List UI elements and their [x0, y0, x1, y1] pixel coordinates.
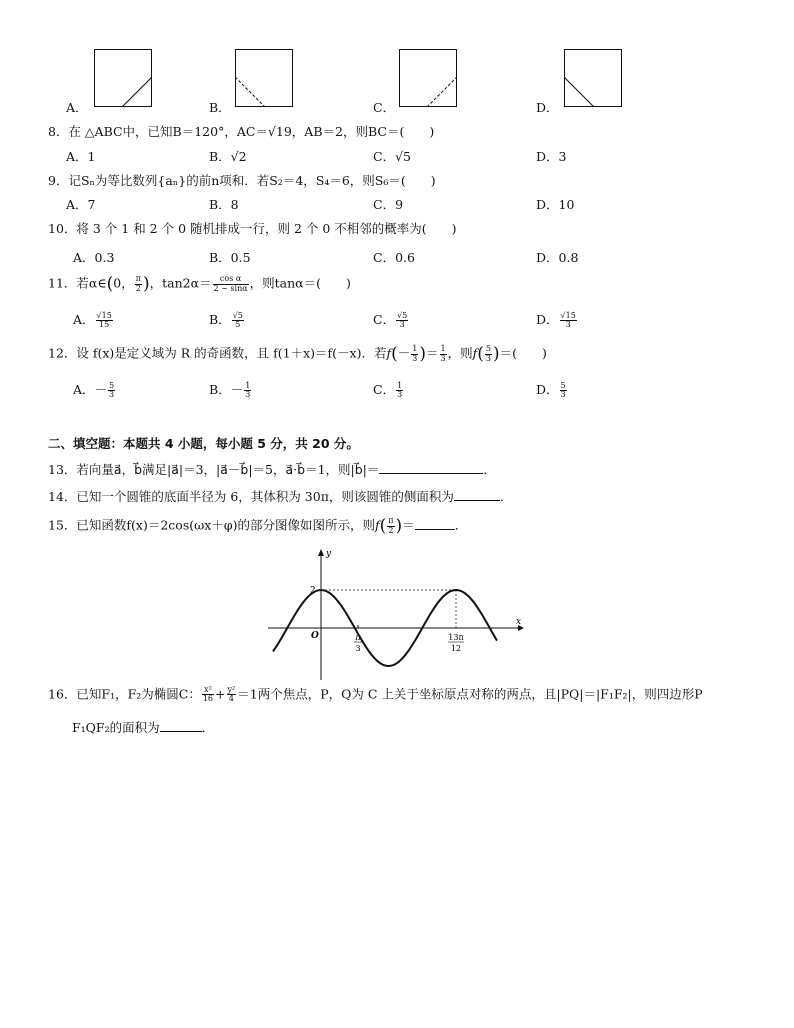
q11-option-d: D． $\frac{√15}{3}$ [536, 310, 576, 329]
q9-option-d: D．10 [536, 197, 575, 212]
q16-answer-blank[interactable] [160, 720, 202, 732]
q13-stem: 13．若向量a⃗，b⃗满足|a⃗|＝3，|a⃗－b⃗|＝5，a⃗·b⃗＝1，则|b⃗|＝ ． [48, 462, 496, 477]
option-d-label: D． [536, 100, 559, 115]
q11-interval: 0， [113, 275, 134, 291]
cosine-graph [268, 546, 526, 680]
q10-option-a: A．0.3 [73, 250, 115, 265]
q12-suffix: ＝( ) [499, 345, 547, 361]
q9-option-b: B．8 [209, 197, 239, 212]
q11-suffix: ，则tanα＝( ) [249, 275, 351, 291]
q12-prefix: 12．设 f(x)是定义域为 R 的奇函数，且 f(1＋x)＝f(－x)．若 [48, 345, 387, 361]
q9-option-c: C．9 [373, 197, 404, 212]
q11-mid: ，tan2α＝ [149, 275, 212, 291]
q10-stem: 10．将 3 个 1 和 2 个 0 随机排成一行，则 2 个 0 不相邻的概率为( ) [48, 221, 457, 236]
y-axis-label: y [326, 549, 332, 559]
tick1-num: π [355, 633, 361, 642]
option-d-figure [564, 49, 622, 107]
q11-prefix: 11．若α∈ [48, 275, 107, 291]
origin-label: O [311, 631, 319, 641]
q11-option-c: C． $\frac{√5}{3}$ [373, 310, 408, 329]
q8-option-c: C．√5 [373, 149, 411, 164]
option-b-figure [235, 49, 293, 107]
q11-option-b: B． $\frac{√5}{5}$ [209, 310, 243, 329]
q12-option-c: C． $\frac{1}{3}$ [373, 380, 403, 399]
tick2-den: 12 [450, 644, 462, 653]
q11-pi-over-2: $\frac{\pi}{2}$ [135, 274, 141, 293]
q10-option-c: C．0.6 [373, 250, 415, 265]
q14-stem: 14．已知一个圆锥的底面半径为 6，其体积为 30π，则该圆锥的侧面积为 ． [48, 489, 513, 504]
q9-option-a: A．7 [66, 197, 96, 212]
tick1-den: 3 [355, 644, 361, 653]
q8-option-a: A．1 [66, 149, 96, 164]
option-c-label: C． [373, 100, 396, 115]
q11-option-a: A． $\frac{√15}{15}$ [73, 310, 112, 329]
q12-stem: 12．设 f(x)是定义域为 R 的奇函数，且 f(1＋x)＝f(－x)．若f(－ $\frac{1}{3}$ )＝ $\frac{1}{3}$ ，则f( $\frac{5}{3}$ )＝( ) [48, 344, 547, 364]
q8-option-b: B．√2 [209, 149, 247, 164]
q15-stem: 15．已知函数f(x)＝2cos(ωx＋φ)的部分图像如图所示，则f( $\frac{\pi}{2}$ )＝ ． [48, 516, 468, 536]
section-heading: 二、填空题：本题共 4 小题，每小题 5 分，共 20 分。 [48, 436, 359, 451]
tick2-num: 13π [448, 633, 464, 642]
q16-line1: 16．已知F₁，F₂为椭圆C： $\frac{\text{x²}}{16}$ + $\frac{\text{y²}}{4}$ ＝1两个焦点，P，Q为 C 上关于坐标原点对称的两点，且|PQ|＝|F₁F₂|，则四边形P [48, 685, 703, 704]
q10-option-b: B．0.5 [209, 250, 251, 265]
q12-option-a: A．－ $\frac{5}{3}$ [73, 380, 115, 399]
q11-fraction: $\frac{\text{cos α}}{2 - \sin\alpha}$ [213, 274, 248, 293]
option-c-figure [399, 49, 457, 107]
q11-stem: 11．若α∈(0， $\frac{\pi}{2}$ )，tan2α＝ $\frac{\text{cos α}}{2 - \sin\alpha}$ ，则tanα＝( ) [48, 274, 351, 294]
q16-line2: F₁QF₂的面积为 ． [72, 720, 215, 735]
q13-answer-blank[interactable] [379, 462, 483, 474]
q14-answer-blank[interactable] [454, 489, 500, 501]
q8-stem: 8．在 △ABC中，已知B＝120°，AC＝√19，AB＝2，则BC＝( ) [48, 124, 435, 139]
x-axis-label: x [516, 617, 522, 627]
q15-answer-blank[interactable] [415, 518, 455, 530]
q8-option-d: D．3 [536, 149, 567, 164]
q12-option-b: B．－ $\frac{1}{3}$ [209, 380, 251, 399]
q12-option-d: D． $\frac{5}{3}$ [536, 380, 566, 399]
option-a-figure [94, 49, 152, 107]
q9-stem: 9．记Sₙ为等比数列{aₙ}的前n项和．若S₂＝4，S₄＝6，则S₆＝( ) [48, 173, 436, 188]
q10-option-d: D．0.8 [536, 250, 579, 265]
option-b-label: B． [209, 100, 231, 115]
option-a-label: A． [66, 100, 88, 115]
y-axis-arrow [318, 549, 324, 556]
max-label: 2 [310, 586, 316, 596]
